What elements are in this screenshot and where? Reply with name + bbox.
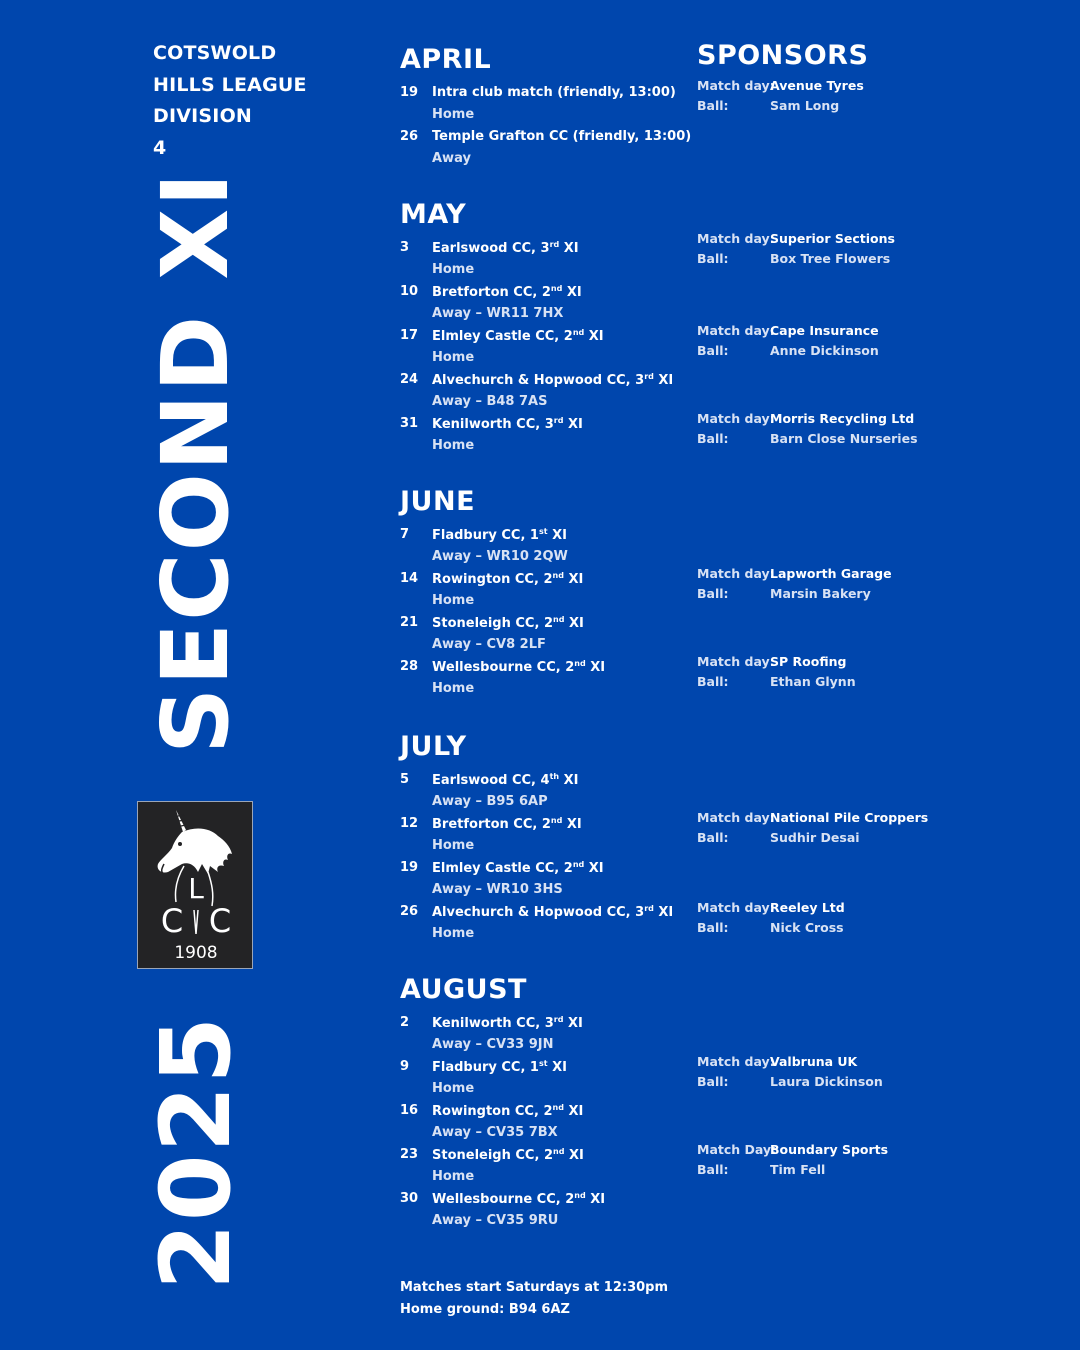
fixture-opponent [432, 659, 605, 675]
ball-label: Ball: [697, 251, 729, 266]
match-day-label: Match day: [697, 810, 775, 825]
fixture-venue: Home [432, 838, 475, 853]
fixture-day: 9 [400, 1059, 410, 1074]
fixture-ordinal: nd [574, 1191, 586, 1200]
sponsor-entry [697, 231, 895, 271]
match-day-sponsor-name: Lapworth Garage [770, 566, 892, 581]
match-day-sponsor-name: Avenue Tyres [770, 78, 864, 93]
sponsor-entry [697, 411, 918, 451]
fixture-day: 5 [400, 772, 410, 787]
fixture-day: 26 [400, 129, 419, 144]
ball-sponsor-name: Laura Dickinson [770, 1074, 883, 1089]
fixture-venue: Home [432, 262, 475, 277]
club-logo [137, 801, 253, 969]
fixture-ordinal: nd [553, 1147, 565, 1156]
fixture-day: 23 [400, 1147, 419, 1162]
month-heading: JUNE [400, 486, 476, 517]
fixture-team-suffix: XI [562, 285, 582, 300]
season-year: 2025 [140, 1014, 252, 1290]
fixture-team-suffix: XI [563, 417, 583, 432]
sponsor-entry [697, 654, 856, 694]
sponsor-entry [697, 323, 879, 363]
ball-sponsor [697, 830, 860, 850]
match-day-sponsor [697, 654, 847, 674]
fixture-opponent [432, 527, 567, 543]
match-day-sponsor-name: Superior Sections [770, 231, 895, 246]
ball-sponsor-name: Sudhir Desai [770, 830, 860, 845]
fixture-venue: Home [432, 107, 475, 122]
fixture-team-suffix: XI [564, 616, 584, 631]
sponsors-heading: SPONSORS [697, 40, 869, 71]
month-heading: MAY [400, 199, 467, 230]
match-day-sponsor-name: Cape Insurance [770, 323, 879, 338]
fixture-ordinal: nd [572, 860, 585, 869]
fixture-venue: Home [432, 1081, 475, 1096]
fixture-ordinal: nd [552, 571, 564, 580]
month-heading: AUGUST [400, 974, 527, 1005]
fixture-opponent [432, 1103, 583, 1119]
match-day-label: Match day: [697, 78, 775, 93]
fixture-team-suffix: XI [547, 528, 567, 543]
fixture-ordinal: nd [550, 816, 563, 825]
league-line: 4 [153, 136, 167, 159]
fixture-venue: Away – CV33 9JN [432, 1037, 554, 1052]
fixture-ordinal: nd [572, 328, 585, 337]
match-day-sponsor-name: SP Roofing [770, 654, 847, 669]
fixture-ordinal: nd [552, 1103, 564, 1112]
match-day-sponsor-name: Valbruna UK [770, 1054, 858, 1069]
match-day-label: Match day: [697, 566, 775, 581]
horse-head-icon [138, 802, 254, 970]
ball-sponsor-name: Box Tree Flowers [770, 251, 891, 266]
fixture-opponent [432, 85, 676, 100]
match-day-sponsor-name: National Pile Croppers [770, 810, 929, 825]
start-time-note: Matches start Saturdays at 12:30pm [400, 1280, 669, 1295]
fixture-opponent [432, 571, 583, 587]
fixture-opponent-name: Earlswood CC, 4 [432, 773, 550, 788]
fixture-opponent-name: Wellesbourne CC, 2 [432, 660, 575, 675]
ball-sponsor [697, 343, 879, 363]
sponsor-entry [697, 900, 845, 940]
fixture-opponent-name: Alvechurch & Hopwood CC, 3 [432, 905, 645, 920]
match-day-sponsor [697, 411, 915, 431]
ball-sponsor [697, 1074, 883, 1094]
fixture-venue: Home [432, 681, 475, 696]
ball-label: Ball: [697, 343, 729, 358]
ball-label: Ball: [697, 431, 729, 446]
fixture-ordinal: rd [644, 372, 654, 381]
match-day-sponsor [697, 1142, 889, 1162]
fixture-opponent [432, 129, 691, 144]
fixture-venue: Away – B48 7AS [432, 394, 548, 409]
fixture-opponent-name: Alvechurch & Hopwood CC, 3 [432, 373, 645, 388]
fixture-day: 3 [400, 240, 410, 255]
fixture-opponent-name: Elmley Castle CC, 2 [432, 861, 573, 876]
fixture-team-suffix: XI [585, 660, 606, 675]
fixture-opponent-name: Wellesbourne CC, 2 [432, 1192, 575, 1207]
fixture-day: 16 [400, 1103, 419, 1118]
fixture-venue: Home [432, 350, 475, 365]
match-day-sponsor [697, 566, 892, 586]
fixture-opponent-name: Stoneleigh CC, 2 [432, 1148, 553, 1163]
fixture-team-suffix: XI [559, 773, 579, 788]
fixture-opponent [432, 772, 578, 788]
match-day-label: Match day: [697, 654, 775, 669]
ball-sponsor [697, 586, 871, 606]
fixture-opponent [432, 615, 584, 631]
fixture-opponent-name: Bretforton CC, 2 [432, 285, 551, 300]
fixture-team-suffix: XI [559, 241, 579, 256]
fixture-team-suffix: XI [584, 329, 604, 344]
match-day-sponsor [697, 323, 879, 343]
ball-label: Ball: [697, 98, 729, 113]
logo-letter: L [188, 872, 204, 905]
fixture-day: 19 [400, 860, 419, 875]
fixture-team-suffix: XI [564, 1148, 584, 1163]
fixture-venue: Home [432, 593, 475, 608]
match-day-sponsor-name: Reeley Ltd [770, 900, 845, 915]
fixture-ordinal: th [549, 772, 560, 781]
fixture-opponent [432, 284, 582, 300]
match-day-sponsor [697, 231, 895, 251]
fixture-day: 21 [400, 615, 419, 630]
ball-label: Ball: [697, 920, 729, 935]
logo-letter: C [208, 902, 232, 940]
fixture-team-suffix: XI [585, 1192, 606, 1207]
league-title [153, 38, 307, 164]
fixture-day: 19 [400, 85, 419, 100]
fixture-team-suffix: XI [584, 861, 604, 876]
fixture-ordinal: rd [644, 904, 654, 913]
fixture-day: 17 [400, 328, 419, 343]
fixture-day: 7 [400, 527, 410, 542]
fixture-ordinal: rd [553, 416, 564, 425]
fixture-opponent-name: Elmley Castle CC, 2 [432, 329, 573, 344]
fixture-venue: Home [432, 438, 475, 453]
fixture-opponent [432, 904, 673, 920]
match-day-label: Match day: [697, 1054, 775, 1069]
ball-sponsor [697, 431, 918, 451]
fixture-ordinal: st [538, 1059, 548, 1068]
sponsor-entry [697, 78, 864, 118]
fixture-opponent-name: Earlswood CC, 3 [432, 241, 550, 256]
fixture-day: 26 [400, 904, 419, 919]
fixture-opponent [432, 1147, 584, 1163]
fixture-opponent [432, 860, 604, 876]
fixture-venue: Away – WR10 3HS [432, 882, 563, 897]
logo-letter: C [160, 902, 184, 940]
logo-founded-year: 1908 [174, 943, 218, 963]
fixture-venue: Home [432, 926, 475, 941]
fixture-team-suffix: XI [563, 1104, 584, 1119]
fixture-opponent-name: Rowington CC, 2 [432, 572, 553, 587]
fixture-opponent [432, 328, 604, 344]
fixture-day: 14 [400, 571, 419, 586]
match-day-sponsor [697, 78, 864, 98]
match-day-label: Match day: [697, 411, 775, 426]
ball-sponsor [697, 674, 856, 694]
fixture-opponent-name: Fladbury CC, 1 [432, 1060, 539, 1075]
fixture-opponent [432, 816, 582, 832]
fixture-opponent [432, 1015, 583, 1031]
fixture-opponent-name: Kenilworth CC, 3 [432, 417, 554, 432]
match-day-label: Match Day: [697, 1142, 777, 1157]
fixture-ordinal: nd [550, 284, 563, 293]
fixture-venue: Away – CV35 7BX [432, 1125, 558, 1140]
match-day-sponsor-name: Boundary Sports [770, 1142, 889, 1157]
ball-label: Ball: [697, 586, 729, 601]
match-day-label: Match day: [697, 900, 775, 915]
fixture-ordinal: nd [553, 615, 565, 624]
month-heading: APRIL [400, 44, 492, 75]
ball-sponsor-name: Tim Fell [770, 1162, 826, 1177]
fixture-opponent-name: Bretforton CC, 2 [432, 817, 551, 832]
fixture-opponent-name: Kenilworth CC, 3 [432, 1016, 554, 1031]
ball-sponsor-name: Barn Close Nurseries [770, 431, 918, 446]
fixture-opponent-name: Fladbury CC, 1 [432, 528, 539, 543]
ball-label: Ball: [697, 830, 729, 845]
ball-label: Ball: [697, 1074, 729, 1089]
fixture-opponent [432, 1059, 567, 1075]
fixture-day: 28 [400, 659, 419, 674]
fixture-venue: Home [432, 1169, 475, 1184]
ball-sponsor [697, 1162, 826, 1182]
fixture-day: 31 [400, 416, 419, 431]
fixture-team-suffix: XI [653, 905, 674, 920]
ball-sponsor-name: Ethan Glynn [770, 674, 856, 689]
match-day-label: Match day: [697, 323, 775, 338]
ball-sponsor-name: Sam Long [770, 98, 840, 113]
home-ground-note: Home ground: B94 6AZ [400, 1302, 570, 1317]
fixture-venue: Away – CV35 9RU [432, 1213, 559, 1228]
fixture-opponent-name: Stoneleigh CC, 2 [432, 616, 553, 631]
sponsor-entry [697, 566, 892, 606]
ball-sponsor-name: Nick Cross [770, 920, 844, 935]
fixture-opponent-name: Temple Grafton CC (friendly, 13:00) [432, 129, 692, 144]
fixture-day: 12 [400, 816, 419, 831]
match-day-sponsor [697, 810, 929, 830]
fixture-ordinal: rd [553, 1015, 564, 1024]
ball-sponsor-name: Marsin Bakery [770, 586, 871, 601]
fixture-opponent [432, 240, 579, 256]
league-line: COTSWOLD [153, 42, 277, 64]
fixture-day: 30 [400, 1191, 419, 1206]
fixture-opponent-name: Rowington CC, 2 [432, 1104, 553, 1119]
fixture-day: 10 [400, 284, 419, 299]
fixture-venue: Away – WR11 7HX [432, 306, 564, 321]
fixture-opponent [432, 1191, 605, 1207]
ball-sponsor-name: Anne Dickinson [770, 343, 879, 358]
fixture-team-suffix: XI [563, 1016, 583, 1031]
league-line: HILLS LEAGUE [153, 73, 307, 96]
ball-sponsor [697, 920, 844, 940]
fixture-venue: Away – B95 6AP [432, 794, 548, 809]
fixture-opponent [432, 372, 673, 388]
schedule-note [400, 1277, 668, 1321]
fixture-team-suffix: XI [547, 1060, 567, 1075]
fixture-ordinal: rd [549, 240, 560, 249]
fixture-team-suffix: XI [562, 817, 582, 832]
ball-label: Ball: [697, 674, 729, 689]
fixture-venue: Away [432, 151, 471, 166]
sponsor-entry [697, 1142, 889, 1182]
match-day-sponsor [697, 1054, 858, 1074]
ball-sponsor [697, 251, 891, 271]
fixture-ordinal: nd [574, 659, 586, 668]
sponsor-entry [697, 810, 929, 850]
match-day-sponsor-name: Morris Recycling Ltd [770, 411, 915, 426]
fixture-opponent-name: Intra club match (friendly, 13:00) [432, 85, 676, 100]
fixture-day: 2 [400, 1015, 410, 1030]
match-day-label: Match day: [697, 231, 775, 246]
fixture-day: 24 [400, 372, 419, 387]
month-heading: JULY [400, 731, 467, 762]
fixture-team-suffix: XI [653, 373, 674, 388]
fixture-venue: Away – WR10 2QW [432, 549, 568, 564]
fixture-opponent [432, 416, 583, 432]
fixture-ordinal: st [538, 527, 548, 536]
sponsor-entry [697, 1054, 883, 1094]
fixture-team-suffix: XI [563, 572, 584, 587]
ball-label: Ball: [697, 1162, 729, 1177]
fixture-venue: Away – CV8 2LF [432, 637, 546, 652]
match-day-sponsor [697, 900, 845, 920]
team-title: SECOND XI [142, 170, 249, 754]
league-line: DIVISION [153, 105, 253, 127]
ball-sponsor [697, 98, 840, 118]
